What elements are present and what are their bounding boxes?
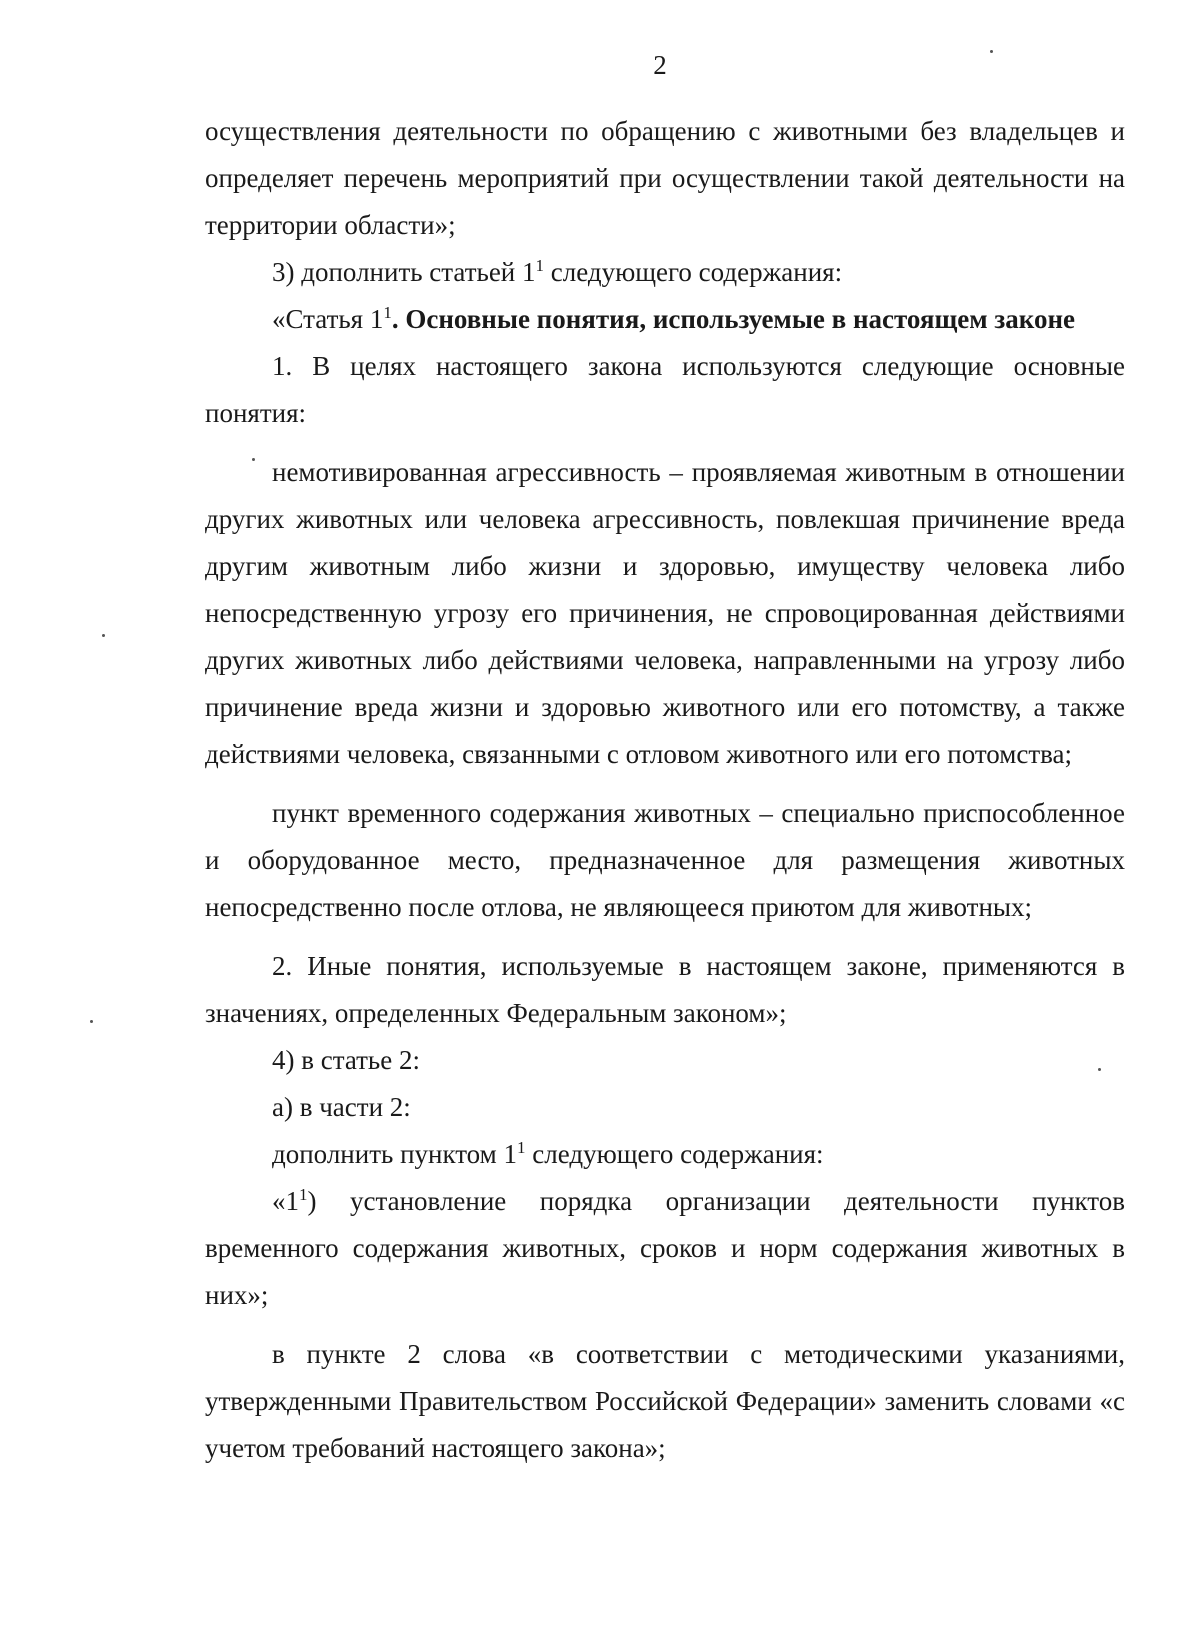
superscript: 1	[535, 256, 545, 275]
superscript: 1	[299, 1185, 308, 1204]
paragraph-definitions-intro: 1. В целях настоящего закона используются следующие основные понятия:	[205, 351, 1125, 428]
text: 3) дополнить статьей 1	[272, 257, 536, 287]
paragraph-part-2: а) в части 2:	[272, 1092, 411, 1122]
text: ) установление порядка организации деятельности пунктов временного содержания животных, сроков и норм содержания животных в них»;	[205, 1186, 1125, 1310]
definition-temporary-point: пункт временного содержания животных – специально приспособленное и оборудованное место, предназначенное для размещения животных непосредственно после отлова, не являющееся приютом для животных;	[205, 798, 1125, 922]
paragraph-1: осуществления деятельности по обращению с животными без владельцев и определяет перечень мероприятий при осуществлении такой деятельности на территории области»;	[205, 116, 1125, 240]
paragraph-item-2-replace: в пункте 2 слова «в соответствии с методическими указаниями, утвержденными Правительством Российской Федерации» заменить словами «с учетом требований настоящего закона»;	[205, 1339, 1125, 1463]
paragraph-add-item	[205, 1131, 1125, 1178]
text: «1	[272, 1186, 299, 1216]
article-heading	[205, 296, 1125, 343]
superscript: 1	[383, 303, 392, 322]
paragraph-other-concepts: 2. Иные понятия, используемые в настоящем законе, применяются в значениях, определенных Федеральным законом»;	[205, 951, 1125, 1028]
paragraph-amendment-3	[205, 249, 1125, 296]
scan-speck	[90, 1020, 93, 1023]
paragraph-amendment-4: 4) в статье 2:	[272, 1045, 420, 1075]
text: следующего содержания:	[544, 257, 843, 287]
scan-speck	[252, 458, 255, 461]
scan-speck	[102, 634, 105, 637]
text: следующего содержания:	[525, 1139, 824, 1169]
scan-speck	[990, 50, 993, 53]
scan-speck	[1098, 1068, 1101, 1071]
page-number: 2	[653, 50, 667, 80]
text: дополнить пунктом 1	[272, 1139, 517, 1169]
paragraph-item-1-1	[205, 1178, 1125, 1319]
document-body	[205, 108, 1125, 1472]
definition-aggressiveness: немотивированная агрессивность – проявляемая животным в отношении других животных или человека агрессивность, повлекшая причинение вреда другим животным либо жизни и здоровью, имуществу человека либо непосредственную угрозу его причинения, не спровоцированная действиями других животных либо действиями человека, направленными на угрозу либо причинение вреда жизни и здоровью животного или его потомству, а также действиями человека, связанными с отловом животного или его потомства;	[205, 457, 1125, 769]
article-label: «Статья 1	[272, 304, 384, 334]
superscript: 1	[517, 1138, 526, 1157]
article-title: . Основные понятия, используемые в настоящем законе	[391, 304, 1076, 334]
